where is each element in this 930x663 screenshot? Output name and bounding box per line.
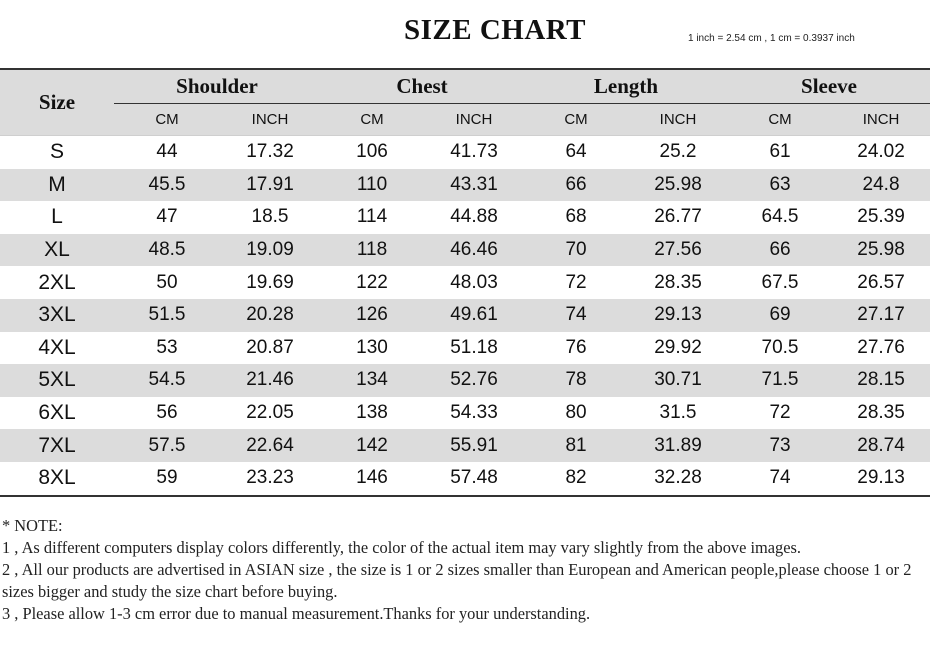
measurement-cell: 27.17 — [857, 304, 905, 326]
measurement-cell: 47 — [156, 206, 178, 228]
measurement-cell: 27.76 — [857, 336, 905, 358]
table-row — [0, 429, 930, 462]
unit-header: INCH — [424, 104, 524, 136]
measurement-cell: 68 — [565, 206, 587, 228]
measurement-cell: 49.61 — [450, 304, 498, 326]
measurement-cell: 31.5 — [659, 402, 697, 424]
measurement-cell: 24.02 — [832, 136, 930, 169]
shoulder-header: Shoulder — [114, 69, 320, 104]
measurement-cell: 28.15 — [857, 369, 905, 391]
measurement-cell: 43.31 — [450, 173, 498, 195]
measurement-cell: 19.09 — [246, 239, 294, 261]
measurement-cell: 66 — [769, 239, 791, 261]
measurement-cell: 25.98 — [857, 239, 905, 261]
measurement-cell: 74 — [728, 462, 832, 496]
table-row — [0, 462, 930, 496]
note-item: 3 , Please allow 1-3 cm error due to manual measurement.Thanks for your understanding. — [2, 604, 591, 623]
measurement-cell: 114 — [356, 206, 388, 228]
unit-header: INCH — [832, 104, 930, 136]
measurement-cell: 29.92 — [654, 336, 702, 358]
measurement-cell: 146 — [320, 462, 424, 496]
measurement-cell: 74 — [565, 304, 587, 326]
measurement-cell: 20.28 — [246, 304, 294, 326]
measurement-cell: 44.88 — [450, 206, 498, 228]
table-row — [0, 364, 930, 397]
measurement-cell: 80 — [565, 402, 587, 424]
measurement-cell: 64.5 — [761, 206, 799, 228]
measurement-cell: 130 — [356, 336, 388, 358]
measurement-cell: 82 — [524, 462, 628, 496]
measurement-cell: 72 — [565, 271, 587, 293]
size-label-cell: XL — [44, 238, 70, 262]
measurement-cell: 138 — [356, 402, 388, 424]
measurement-cell: 122 — [356, 271, 388, 293]
length-header: Length — [524, 69, 728, 104]
measurement-cell: 23.23 — [220, 462, 320, 496]
group-header-row — [0, 69, 930, 104]
size-label-cell: 7XL — [38, 433, 76, 457]
measurement-cell: 54.5 — [148, 369, 186, 391]
measurement-cell: 46.46 — [450, 239, 498, 261]
measurement-cell: 51.5 — [148, 304, 186, 326]
measurement-cell: 41.73 — [424, 136, 524, 169]
measurement-cell: 22.64 — [246, 434, 294, 456]
measurement-cell: 24.8 — [862, 173, 900, 195]
measurement-cell: 22.05 — [246, 402, 294, 424]
size-table — [0, 68, 930, 497]
measurement-cell: 25.98 — [654, 173, 702, 195]
measurement-cell: 28.74 — [857, 434, 905, 456]
measurement-cell: 29.13 — [654, 304, 702, 326]
measurement-cell: 72 — [769, 402, 791, 424]
size-label-cell: 2XL — [38, 270, 76, 294]
size-label-cell: M — [48, 172, 66, 196]
measurement-cell: 32.28 — [628, 462, 728, 496]
measurement-cell: 28.35 — [857, 402, 905, 424]
measurement-cell: 118 — [356, 239, 388, 261]
unit-header: CM — [320, 104, 424, 136]
size-label-cell: S — [0, 136, 114, 169]
measurement-cell: 45.5 — [148, 173, 186, 195]
size-column-header: Size — [0, 69, 114, 136]
measurement-cell: 142 — [356, 434, 388, 456]
size-label-cell: 3XL — [38, 303, 76, 327]
measurement-cell: 110 — [356, 173, 388, 195]
size-label-cell: 4XL — [38, 335, 76, 359]
measurement-cell: 31.89 — [654, 434, 702, 456]
measurement-cell: 57.5 — [148, 434, 186, 456]
measurement-cell: 61 — [728, 136, 832, 169]
unit-header: CM — [728, 104, 832, 136]
measurement-cell: 56 — [156, 402, 178, 424]
measurement-cell: 50 — [156, 271, 178, 293]
measurement-cell: 20.87 — [246, 336, 294, 358]
measurement-cell: 69 — [769, 304, 791, 326]
note-item: 2 , All our products are advertised in ASIAN size , the size is 1 or 2 sizes smaller than European and American people,please choose 1 or 2 sizes bigger and study the size chart before buying. — [2, 560, 912, 601]
measurement-cell: 44 — [114, 136, 220, 169]
measurement-cell: 63 — [769, 173, 791, 195]
unit-header-row — [0, 104, 930, 136]
measurement-cell: 70 — [565, 239, 587, 261]
unit-header: CM — [114, 104, 220, 136]
measurement-cell: 19.69 — [246, 271, 294, 293]
chart-title: SIZE CHART — [403, 14, 587, 46]
table-row — [0, 201, 930, 234]
measurement-cell: 57.48 — [424, 462, 524, 496]
note-heading: * NOTE: — [2, 516, 63, 535]
measurement-cell: 17.91 — [246, 173, 294, 195]
sleeve-header: Sleeve — [728, 69, 930, 104]
measurement-cell: 18.5 — [251, 206, 289, 228]
measurement-cell: 71.5 — [761, 369, 799, 391]
measurement-cell: 76 — [565, 336, 587, 358]
unit-header: CM — [524, 104, 628, 136]
measurement-cell: 55.91 — [450, 434, 498, 456]
note-item: 1 , As different computers display colors differently, the color of the actual item may vary slightly from the above images. — [2, 538, 801, 557]
measurement-cell: 30.71 — [654, 369, 702, 391]
table-row — [0, 397, 930, 430]
measurement-cell: 25.2 — [628, 136, 728, 169]
measurement-cell: 52.76 — [450, 369, 498, 391]
chest-header: Chest — [320, 69, 524, 104]
table-row — [0, 136, 930, 169]
measurement-cell: 126 — [356, 304, 388, 326]
unit-conversion-note: 1 inch = 2.54 cm , 1 cm = 0.3937 inch — [688, 33, 855, 44]
measurement-cell: 48.5 — [148, 239, 186, 261]
measurement-cell: 66 — [565, 173, 587, 195]
measurement-cell: 28.35 — [654, 271, 702, 293]
size-label-cell: 8XL — [0, 462, 114, 496]
size-label-cell: L — [51, 205, 63, 229]
table-row — [0, 234, 930, 267]
measurement-cell: 81 — [565, 434, 587, 456]
unit-header: INCH — [628, 104, 728, 136]
measurement-cell: 54.33 — [450, 402, 498, 424]
table-row — [0, 299, 930, 332]
table-row — [0, 169, 930, 202]
measurement-cell: 26.57 — [857, 271, 905, 293]
table-row — [0, 266, 930, 299]
measurement-cell: 73 — [769, 434, 791, 456]
measurement-cell: 27.56 — [654, 239, 702, 261]
measurement-cell: 106 — [320, 136, 424, 169]
measurement-cell: 134 — [356, 369, 388, 391]
measurement-cell: 21.46 — [246, 369, 294, 391]
size-label-cell: 5XL — [38, 368, 76, 392]
measurement-cell: 51.18 — [450, 336, 498, 358]
measurement-cell: 17.32 — [220, 136, 320, 169]
unit-header: INCH — [220, 104, 320, 136]
size-label-cell: 6XL — [38, 401, 76, 425]
measurement-cell: 64 — [524, 136, 628, 169]
measurement-cell: 29.13 — [832, 462, 930, 496]
measurement-cell: 59 — [114, 462, 220, 496]
measurement-cell: 53 — [156, 336, 178, 358]
table-row — [0, 332, 930, 365]
notes-section — [2, 515, 930, 625]
measurement-cell: 70.5 — [761, 336, 799, 358]
measurement-cell: 67.5 — [761, 271, 799, 293]
measurement-cell: 26.77 — [654, 206, 702, 228]
measurement-cell: 48.03 — [450, 271, 498, 293]
measurement-cell: 78 — [565, 369, 587, 391]
measurement-cell: 25.39 — [857, 206, 905, 228]
